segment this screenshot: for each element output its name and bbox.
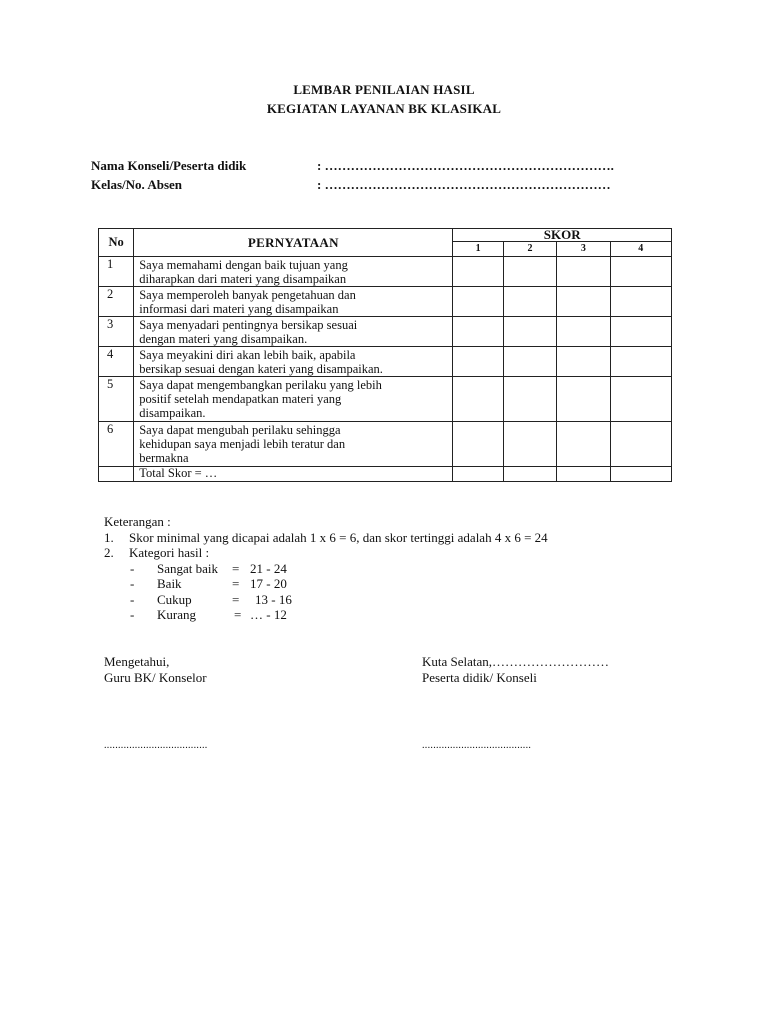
row-number: 2 xyxy=(99,287,134,317)
notes-section xyxy=(104,514,664,623)
score-cell[interactable] xyxy=(503,422,556,467)
signature-left-role: Guru BK/ Konselor xyxy=(104,670,207,685)
category-item xyxy=(104,607,664,623)
category-name: Kurang xyxy=(157,607,196,622)
statement-line: informasi dari materi yang disampaikan xyxy=(139,302,339,316)
total-score-cell[interactable] xyxy=(557,467,610,482)
note-text: Skor minimal yang dicapai adalah 1 x 6 = 6, dan skor tertinggi adalah 4 x 6 = 24 xyxy=(129,529,548,545)
category-item xyxy=(104,592,664,608)
statement-line: disampaikan. xyxy=(139,406,206,420)
field-value-name: : …………………………………………………………. xyxy=(317,158,614,173)
table-row xyxy=(99,287,672,317)
notes-heading: Keterangan : xyxy=(104,514,171,529)
total-score-cell[interactable] xyxy=(453,467,503,482)
statement-line: Saya memahami dengan baik tujuan yang xyxy=(139,258,348,272)
statement-cell xyxy=(134,377,453,422)
category-item xyxy=(104,576,664,592)
category-dash: - xyxy=(130,576,135,591)
table-row xyxy=(99,377,672,422)
score-cell[interactable] xyxy=(610,377,672,422)
table-row xyxy=(99,422,672,467)
total-no-cell xyxy=(99,467,134,482)
field-value-class: : ………………………………………………………… xyxy=(317,177,611,192)
document-title-line1: LEMBAR PENILAIAN HASIL xyxy=(293,82,475,97)
score-level-1: 1 xyxy=(453,242,503,257)
statement-line: kehidupan saya menjadi lebih teratur dan xyxy=(139,437,346,451)
total-score-cell[interactable] xyxy=(610,467,672,482)
signature-right-role: Peserta didik/ Konseli xyxy=(422,670,537,685)
column-header-score: SKOR xyxy=(453,229,672,242)
score-cell[interactable] xyxy=(557,347,610,377)
score-level-4: 4 xyxy=(610,242,672,257)
score-level-2: 2 xyxy=(503,242,556,257)
score-cell[interactable] xyxy=(503,287,556,317)
table-row xyxy=(99,317,672,347)
statement-line: Saya dapat mengubah perilaku sehingga xyxy=(139,423,341,437)
assessment-table xyxy=(98,228,672,482)
row-number: 3 xyxy=(99,317,134,347)
score-cell[interactable] xyxy=(610,347,672,377)
category-range: … - 12 xyxy=(250,607,287,622)
note-number: 2. xyxy=(104,545,114,560)
statement-line: Saya meyakini diri akan lebih baik, apabila xyxy=(139,348,356,362)
score-cell[interactable] xyxy=(557,422,610,467)
score-cell[interactable] xyxy=(453,422,503,467)
score-cell[interactable] xyxy=(610,257,672,287)
category-equals: = xyxy=(232,560,240,576)
category-name: Cukup xyxy=(157,591,192,607)
note-text: Kategori hasil : xyxy=(129,545,210,560)
score-cell[interactable] xyxy=(503,377,556,422)
category-equals: = xyxy=(232,576,240,591)
total-score-cell[interactable] xyxy=(503,467,556,482)
field-label-name: Nama Konseli/Peserta didik xyxy=(91,158,247,173)
column-header-no: No xyxy=(99,229,134,257)
score-cell[interactable] xyxy=(503,347,556,377)
category-equals: = xyxy=(232,591,240,607)
category-dash: - xyxy=(130,607,135,622)
score-cell[interactable] xyxy=(610,317,672,347)
document-title-line2: KEGIATAN LAYANAN BK KLASIKAL xyxy=(266,101,502,116)
category-name: Sangat baik xyxy=(157,560,219,576)
score-cell[interactable] xyxy=(453,347,503,377)
statement-cell xyxy=(134,347,453,377)
statement-cell xyxy=(134,317,453,347)
score-cell[interactable] xyxy=(453,317,503,347)
statement-cell xyxy=(134,422,453,467)
category-dash: - xyxy=(130,560,135,576)
signature-right-place-date: Kuta Selatan,……………………… xyxy=(422,654,610,669)
score-cell[interactable] xyxy=(453,257,503,287)
total-score-label: Total Skor = … xyxy=(134,467,453,482)
score-level-3: 3 xyxy=(557,242,610,257)
statement-line: Saya memperoleh banyak pengetahuan dan xyxy=(139,288,356,302)
score-cell[interactable] xyxy=(503,317,556,347)
score-cell[interactable] xyxy=(610,287,672,317)
column-header-statement: PERNYATAAN xyxy=(134,229,453,257)
category-item xyxy=(104,561,664,577)
category-range: 21 - 24 xyxy=(250,560,287,576)
score-cell[interactable] xyxy=(610,422,672,467)
score-cell[interactable] xyxy=(453,377,503,422)
statement-line: bermakna xyxy=(139,451,189,465)
row-number: 5 xyxy=(99,377,134,422)
row-number: 1 xyxy=(99,257,134,287)
category-dash: - xyxy=(130,591,135,607)
score-cell[interactable] xyxy=(503,257,556,287)
note-number: 1. xyxy=(104,529,114,545)
row-number: 6 xyxy=(99,422,134,467)
score-cell[interactable] xyxy=(557,317,610,347)
table-row xyxy=(99,257,672,287)
field-label-class: Kelas/No. Absen xyxy=(91,177,183,192)
table-row xyxy=(99,347,672,377)
category-range: 13 - 16 xyxy=(255,591,292,607)
statement-cell xyxy=(134,257,453,287)
score-cell[interactable] xyxy=(557,287,610,317)
signature-right-line: ....................................... xyxy=(422,740,532,751)
statement-line: Saya dapat mengembangkan perilaku yang lebih xyxy=(139,378,382,392)
statement-line: dengan materi yang disampaikan. xyxy=(139,332,308,346)
signature-left-line: ..................................... xyxy=(104,740,208,751)
statement-line: diharapkan dari materi yang disampaikan xyxy=(139,272,347,286)
statement-line: bersikap sesuai dengan kateri yang disampaikan. xyxy=(139,362,383,376)
score-cell[interactable] xyxy=(557,257,610,287)
score-cell[interactable] xyxy=(557,377,610,422)
statement-line: Saya menyadari pentingnya bersikap sesuai xyxy=(139,318,358,332)
category-equals: = xyxy=(234,607,242,622)
category-range: 17 - 20 xyxy=(250,576,287,591)
statement-cell xyxy=(134,287,453,317)
statement-line: positif setelah mendapatkan materi yang xyxy=(139,392,342,406)
row-number: 4 xyxy=(99,347,134,377)
score-cell[interactable] xyxy=(453,287,503,317)
total-row xyxy=(99,467,672,482)
signature-left-acknowledged: Mengetahui, xyxy=(104,654,170,669)
category-name: Baik xyxy=(157,576,182,591)
